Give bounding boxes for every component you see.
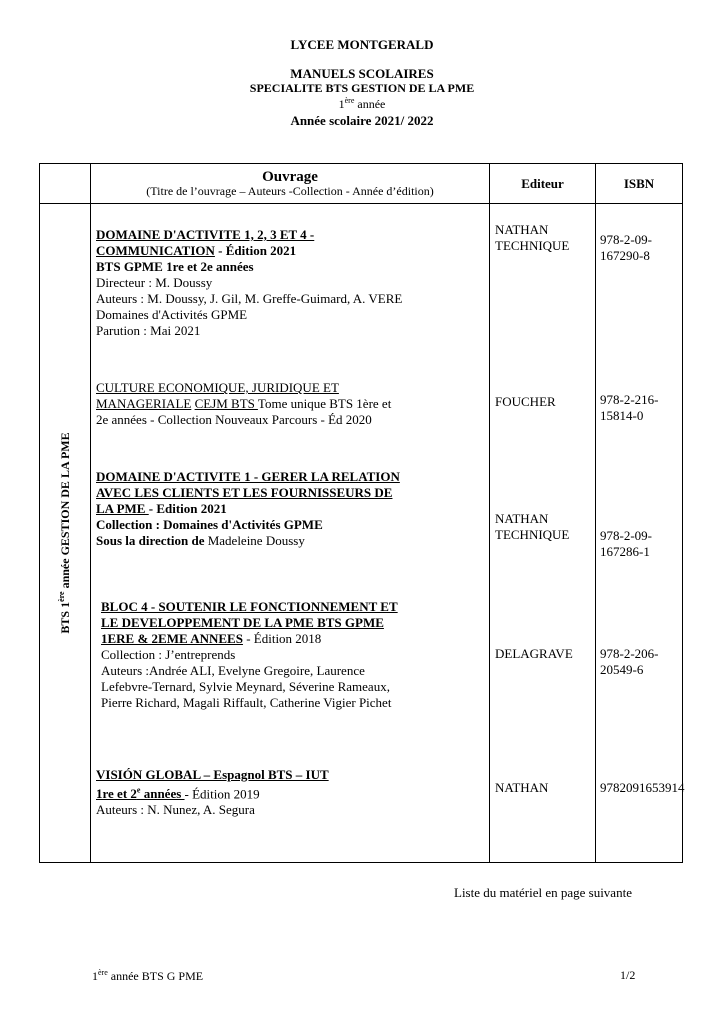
ouvrage-label: Ouvrage	[262, 168, 318, 185]
level-sup: e	[136, 786, 141, 795]
year-level-num: 1	[338, 97, 345, 111]
books-table	[39, 163, 683, 863]
side-label-a: BTS 1	[58, 601, 72, 634]
book-title-line: LE DEVELOPPEMENT DE LA PME BTS GPME	[101, 615, 384, 630]
publisher-line: NATHAN	[495, 222, 549, 237]
book-edition: - Édition 2019	[184, 786, 260, 802]
ouvrage-sublabel: (Titre de l’ouvrage – Auteurs -Collection - Année d’édition)	[146, 183, 434, 198]
book-title-part: 1ERE & 2EME ANNEES	[101, 631, 243, 646]
book-authors: Auteurs : M. Doussy, J. Gil, M. Greffe-Guimard, A. VERE	[96, 291, 403, 306]
book-title-line: VISIÓN GLOBAL – Espagnol BTS – IUT	[96, 767, 329, 782]
book-authors: Auteurs :Andrée ALI, Evelyne Gregoire, Laurence	[101, 663, 365, 678]
direction-name: Madeleine Doussy	[204, 533, 305, 548]
book-collection: Collection : Domaines d'Activités GPME	[96, 517, 323, 532]
ouvrage-cell	[91, 204, 490, 863]
book-title-part: MANAGERIALE	[96, 396, 192, 411]
book-title-line: AVEC LES CLIENTS ET LES FOURNISSEURS DE	[96, 485, 393, 500]
book-level: BTS GPME 1re et 2e années	[96, 259, 254, 274]
specialty-title: SPECIALITE BTS GESTION DE LA PME	[249, 81, 475, 95]
book-collection: Collection : J’entreprends	[101, 647, 236, 662]
publisher-line: NATHAN	[495, 511, 549, 526]
footer-left	[92, 968, 203, 984]
level-a: 1re et 2	[96, 786, 137, 802]
isbn-value: 978-2-216-15814-0	[600, 392, 659, 423]
book-parution: Parution : Mai 2021	[96, 323, 201, 338]
book-entry	[96, 469, 400, 549]
book-entry	[101, 599, 398, 711]
school-name: LYCEE MONTGERALD	[290, 37, 434, 52]
publisher: DELAGRAVE	[495, 646, 573, 661]
isbn-value: 978-2-09-167286-1	[600, 528, 652, 559]
book-authors: Lefebvre-Ternard, Sylvie Meynard, Séverine Rameaux,	[101, 679, 390, 694]
publisher-line: TECHNIQUE	[495, 238, 570, 253]
book-title-line	[101, 631, 398, 647]
header-isbn: ISBN	[596, 164, 683, 204]
header-empty-cell	[40, 164, 91, 204]
publisher-line: TECHNIQUE	[495, 527, 570, 542]
publisher	[495, 222, 569, 254]
footer-left-num: 1	[92, 969, 98, 983]
book-entry	[96, 227, 402, 339]
book-title-line	[96, 783, 329, 802]
book-title-line: BLOC 4 - SOUTENIR LE FONCTIONNEMENT ET	[101, 599, 398, 614]
isbn-value: 9782091653914	[600, 780, 685, 795]
year-level	[0, 96, 724, 112]
table-body-row	[40, 204, 683, 863]
side-label-cell	[40, 204, 91, 863]
side-label	[57, 432, 73, 633]
book-line: 2e années - Collection Nouveaux Parcours - Éd 2020	[96, 412, 372, 427]
book-title-line: DOMAINE D'ACTIVITE 1 - GERER LA RELATION	[96, 469, 400, 484]
publisher	[495, 511, 569, 543]
table-header-row	[40, 164, 683, 204]
footer-left-rest: année BTS G PME	[107, 969, 204, 983]
level-b: années	[140, 786, 185, 802]
book-title-line	[96, 243, 402, 259]
book-title-line	[96, 501, 400, 517]
document-title: MANUELS SCOLAIRES	[290, 66, 434, 81]
book-direction	[96, 533, 400, 549]
next-page-note: Liste du matériel en page suivante	[454, 885, 632, 900]
year-level-word: année	[354, 97, 386, 111]
publisher: NATHAN	[495, 780, 549, 795]
book-title-part: - Édition 2021	[214, 243, 297, 258]
book-authors: Pierre Richard, Magali Riffault, Catherine Vigier Pichet	[101, 695, 392, 710]
book-title-part: COMMUNICATION	[96, 243, 215, 258]
book-title-part: - Edition 2021	[148, 501, 227, 516]
book-authors: Auteurs : N. Nunez, A. Segura	[96, 802, 255, 818]
book-title-line: DOMAINE D'ACTIVITE 1, 2, 3 ET 4 -	[96, 227, 315, 242]
book-title-line: CULTURE ECONOMIQUE, JURIDIQUE ET	[96, 380, 339, 395]
book-director: Directeur : M. Doussy	[96, 275, 213, 290]
book-title-part: CEJM BTS	[194, 396, 258, 411]
isbn-cell	[596, 204, 683, 863]
publisher: FOUCHER	[495, 394, 556, 409]
direction-label: Sous la direction de	[96, 533, 205, 548]
book-level-part	[96, 786, 185, 801]
side-label-b: année GESTION DE LA PME	[58, 432, 72, 592]
isbn-value: 978-2-206-20549-6	[600, 646, 659, 677]
editeur-cell	[490, 204, 596, 863]
book-collection: Domaines d'Activités GPME	[96, 307, 248, 322]
header-editeur: Editeur	[490, 164, 596, 204]
page-number: 1/2	[620, 968, 636, 982]
book-title-part: Tome unique BTS 1ère et	[257, 396, 392, 411]
book-entry	[96, 767, 329, 818]
isbn-value: 978-2-09-167290-8	[600, 232, 652, 263]
book-title-part: - Édition 2018	[242, 631, 322, 646]
book-title-line	[96, 396, 391, 412]
header-ouvrage	[91, 164, 490, 204]
book-entry	[96, 380, 391, 428]
year-level-sup: ère	[344, 96, 355, 105]
side-label-sup: ère	[57, 591, 66, 602]
footer-left-sup: ère	[98, 968, 108, 977]
school-year: Année scolaire 2021/ 2022	[290, 113, 434, 128]
book-title-part: LA PME	[96, 501, 149, 516]
